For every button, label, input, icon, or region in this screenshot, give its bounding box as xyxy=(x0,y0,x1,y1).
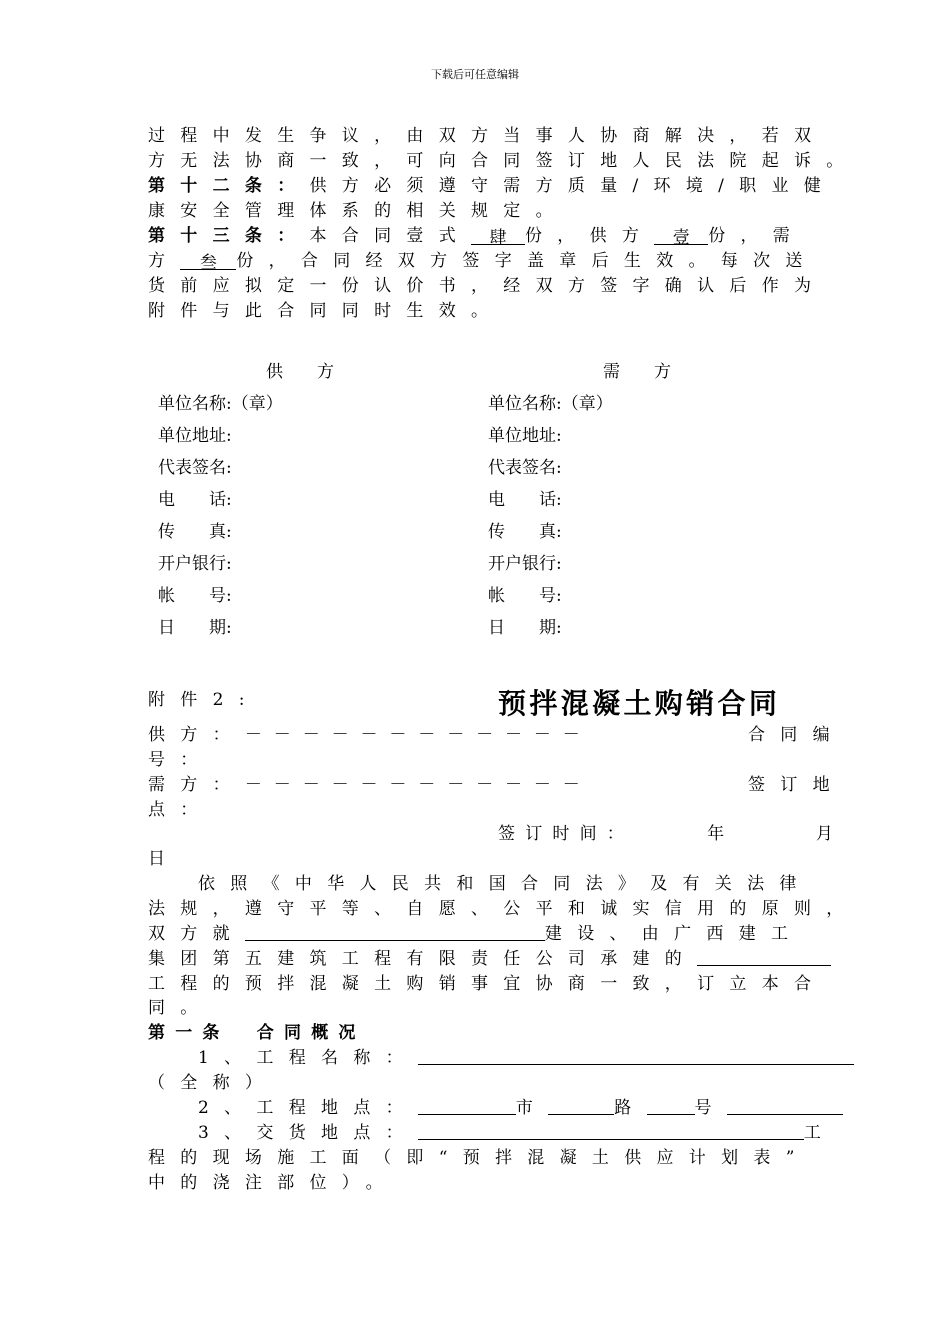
buyer-field: 开户银行: xyxy=(488,554,562,574)
article-heading: 第十三条： xyxy=(148,226,310,246)
buyer-field: 电 话: xyxy=(488,490,562,510)
item-project-name: 1、工程名称： xyxy=(198,1046,854,1070)
text-line: 附件与此合同同时生效。 xyxy=(148,301,504,321)
text-line: 程的现场施工面（即“预拌混凝土供应计划表” xyxy=(148,1148,810,1168)
article-12 xyxy=(148,174,836,198)
text-line: 中的浇注部位）。 xyxy=(148,1173,398,1193)
text-line: 日 xyxy=(148,849,181,869)
text-line: （全称） xyxy=(148,1073,278,1093)
text-line: 方无法协商一致，可向合同签订地人民法院起诉。 xyxy=(148,151,859,171)
document-title: 预拌混凝土购销合同 xyxy=(498,687,781,720)
page-header: 下载后可任意编辑 xyxy=(431,68,519,81)
buyer-field: 单位地址: xyxy=(488,426,562,446)
intro-line: 工程的预拌混凝土购销事宜协商一致，订立本合 xyxy=(148,974,827,994)
count-field: 叁 xyxy=(180,251,236,270)
article-body: 份，需 xyxy=(708,226,806,246)
text-line: 号： xyxy=(148,750,213,770)
count-field: 壹 xyxy=(654,226,708,245)
text-line: 方 叁 份，合同经双方签字盖章后生效。每次送 xyxy=(148,251,818,273)
supplier-field: 单位地址: xyxy=(158,426,232,446)
buyer-field: 传 真: xyxy=(488,522,562,542)
article-heading: 第十二条： xyxy=(148,176,310,196)
article-1-heading: 第一条 合同概况 xyxy=(148,1023,366,1043)
item-delivery-location: 3、交货地点： 工 xyxy=(198,1123,837,1143)
text-line: 过程中发生争议，由双方当事人协商解决，若双 xyxy=(148,126,827,146)
buyer-heading: 需 方 xyxy=(603,362,671,382)
intro-line: 双方就 建设、由广西建工 xyxy=(148,924,804,944)
supplier-field: 传 真: xyxy=(158,522,232,542)
article-body: 供方必须遵守需方质量/环境/职业健 xyxy=(309,176,837,196)
annex-label: 附件2: xyxy=(148,690,260,710)
text-line: 点： xyxy=(148,800,213,820)
intro-line: 同。 xyxy=(148,998,213,1018)
intro-line: 依照《中华人民共和国合同法》及有关法律 xyxy=(198,874,812,894)
buyer-field: 单位名称:（章） xyxy=(488,394,613,414)
supplier-field: 电 话: xyxy=(158,490,232,510)
item-project-location: 2、工程地点： 市 路 号 xyxy=(198,1096,843,1120)
intro-line: 法规，遵守平等、自愿、公平和诚实信用的原则， xyxy=(148,899,859,919)
article-13 xyxy=(148,224,805,248)
supplier-field: 日 期: xyxy=(158,618,232,638)
count-field: 肆 xyxy=(471,226,525,245)
supplier-field: 帐 号: xyxy=(158,586,232,606)
supplier-heading: 供 方 xyxy=(266,362,334,382)
text-line: 货前应拟定一份认价书，经双方签字确认后作为 xyxy=(148,276,827,296)
article-body: 份，供方 xyxy=(525,226,655,246)
buyer-field: 日 期: xyxy=(488,618,562,638)
sign-time: 签订时间： 年 月 xyxy=(498,824,844,844)
supplier-line: 供方：－－－－－－－－－－－－ xyxy=(148,725,592,745)
text-line: 康安全管理体系的相关规定。 xyxy=(148,201,568,221)
buyer-field: 代表签名: xyxy=(488,458,562,478)
supplier-field: 开户银行: xyxy=(158,554,232,574)
intro-line: 集团第五建筑工程有限责任公司承建的 xyxy=(148,947,831,971)
buyer-line: 需方：－－－－－－－－－－－－ xyxy=(148,775,592,795)
buyer-field: 帐 号: xyxy=(488,586,562,606)
sign-place-label: 签订地 xyxy=(748,775,845,795)
supplier-field: 单位名称:（章） xyxy=(158,394,283,414)
article-body: 本合同壹式 xyxy=(309,226,471,246)
contract-no-label: 合同编 xyxy=(748,725,845,745)
supplier-field: 代表签名: xyxy=(158,458,232,478)
